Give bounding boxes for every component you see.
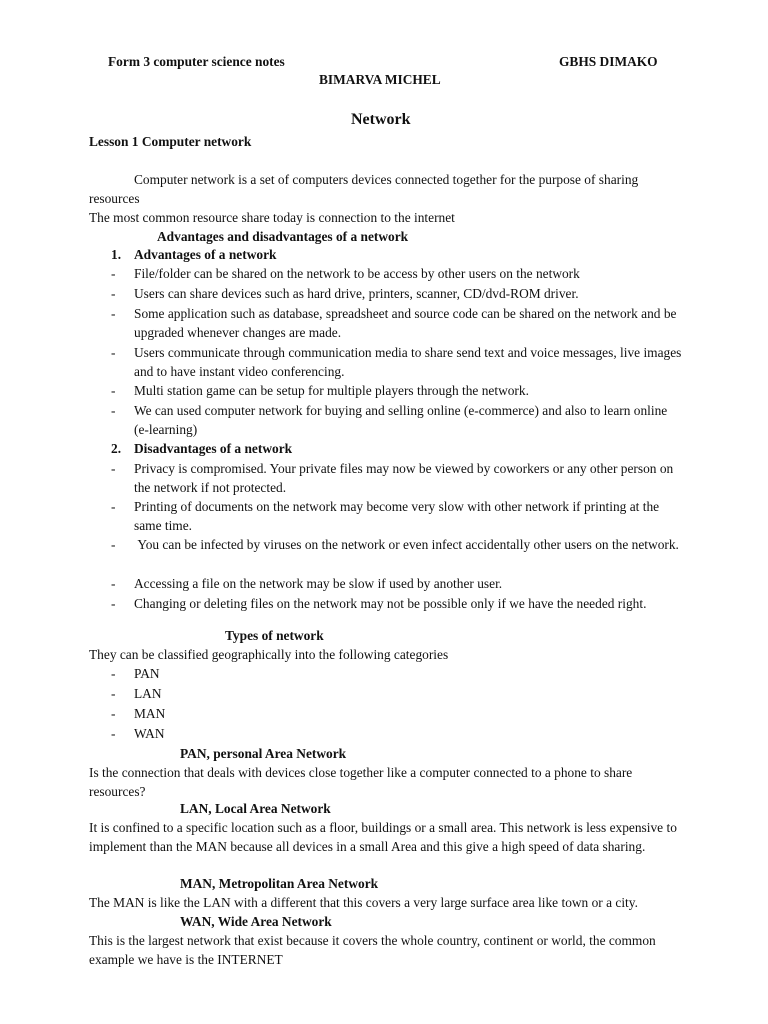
header-school: GBHS DIMAKO (559, 54, 658, 69)
list-bullet: - (111, 383, 116, 398)
list-bullet: - (111, 286, 116, 301)
type-item-wan: WAN (134, 726, 165, 741)
advantage-item: File/folder can be shared on the network to be access by other users on the network (134, 266, 580, 281)
page-title: Network (351, 111, 411, 128)
advantage-item: We can used computer network for buying and selling online (e-commerce) and also to learn online (e-learning) (134, 403, 668, 437)
header-course: Form 3 computer science notes (108, 54, 285, 69)
adv-disadv-heading: Advantages and disadvantages of a network (157, 229, 409, 244)
types-heading: Types of network (225, 628, 324, 643)
advantage-item: Users communicate through communication media to share send text and voice messages, live images and to have instant video conferencing. (134, 345, 682, 379)
disadvantage-item: Privacy is compromised. Your private files may now be viewed by coworkers or any other person on the network if not protected. (134, 461, 674, 495)
advantage-item: Some application such as database, spreadsheet and source code can be shared on the network and be upgraded whenever changes are made. (134, 306, 677, 340)
disadvantage-item: Accessing a file on the network may be slow if used by another user. (134, 576, 503, 591)
lan-text: It is confined to a specific location such as a floor, buildings or a small area. This network is less expensive to implement than the MAN because all devices in a small Area and this give a high speed of data sharing. (89, 820, 677, 854)
lan-heading: LAN, Local Area Network (180, 801, 331, 816)
list-bullet: - (111, 666, 116, 681)
list-bullet: - (111, 726, 116, 741)
list-bullet: - (111, 266, 116, 281)
list-bullet: - (111, 537, 116, 552)
advantage-item: Multi station game can be setup for multiple players through the network. (134, 383, 529, 398)
disadvantage-item: Printing of documents on the network may become very slow with other network if printing at the same time. (134, 499, 660, 533)
header-author: BIMARVA MICHEL (319, 72, 441, 87)
pan-text: Is the connection that deals with devices close together like a computer connected to a phone to share resources? (89, 765, 633, 799)
disadvantage-item: You can be infected by viruses on the network or even infect accidentally other users on the network. (134, 537, 679, 552)
advantages-number: 1. (111, 247, 122, 262)
advantage-item: Users can share devices such as hard drive, printers, scanner, CD/dvd-ROM driver. (134, 286, 579, 301)
disadvantage-item: Changing or deleting files on the network may not be possible only if we have the needed right. (134, 596, 647, 611)
list-bullet: - (111, 706, 116, 721)
man-text: The MAN is like the LAN with a different that this covers a very large surface area like town or a city. (89, 895, 638, 910)
list-bullet: - (111, 686, 116, 701)
common-share-text: The most common resource share today is connection to the internet (89, 210, 455, 225)
wan-text: This is the largest network that exist because it covers the whole country, continent or world, the common example we have is the INTERNET (89, 933, 656, 967)
list-bullet: - (111, 461, 116, 476)
advantages-heading: Advantages of a network (134, 247, 277, 262)
list-bullet: - (111, 499, 116, 514)
man-heading: MAN, Metropolitan Area Network (180, 876, 379, 891)
list-bullet: - (111, 596, 116, 611)
disadvantages-number: 2. (111, 441, 122, 456)
list-bullet: - (111, 403, 116, 418)
list-bullet: - (111, 306, 116, 321)
definition-paragraph: Computer network is a set of computers devices connected together for the purpose of sharing resources (89, 172, 639, 206)
disadvantages-heading: Disadvantages of a network (134, 441, 293, 456)
type-item-man: MAN (134, 706, 166, 721)
type-item-pan: PAN (134, 666, 160, 681)
lesson-heading: Lesson 1 Computer network (89, 134, 252, 149)
list-bullet: - (111, 576, 116, 591)
wan-heading: WAN, Wide Area Network (180, 914, 332, 929)
pan-heading: PAN, personal Area Network (180, 746, 347, 761)
type-item-lan: LAN (134, 686, 162, 701)
list-bullet: - (111, 345, 116, 360)
types-intro: They can be classified geographically into the following categories (89, 647, 449, 662)
